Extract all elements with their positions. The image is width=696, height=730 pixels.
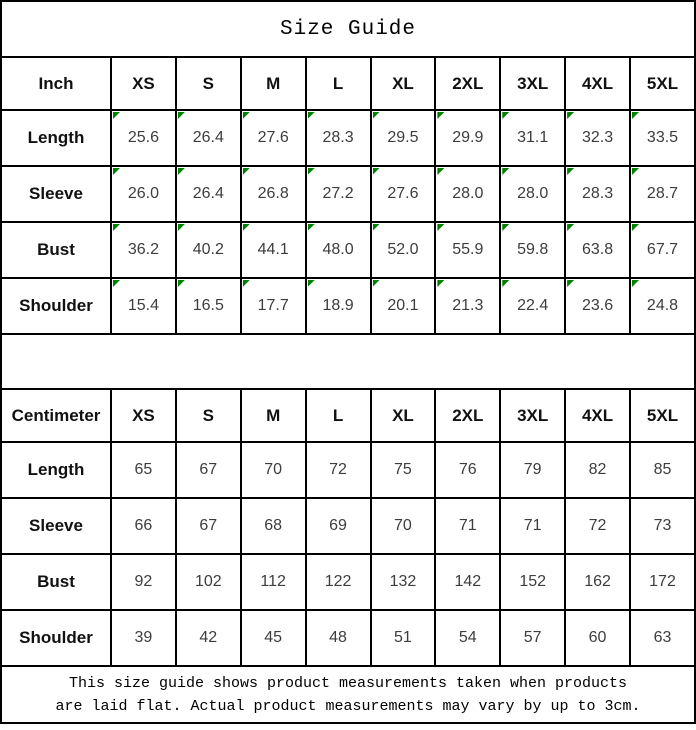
- size-header-cell: XL: [371, 57, 436, 110]
- value-text: 27.6: [257, 129, 289, 146]
- value-cell: [371, 222, 436, 278]
- value-cell: [306, 610, 371, 666]
- value-text: 32.3: [581, 129, 614, 146]
- green-corner-marker-icon: [502, 280, 509, 287]
- size-guide-footnote: [0, 665, 696, 724]
- row-label-cell: Bust: [1, 554, 111, 610]
- value-text: 51: [394, 629, 412, 646]
- value-text: 48.0: [322, 241, 354, 258]
- size-header-cell: 3XL: [500, 57, 565, 110]
- value-cell: [176, 442, 241, 498]
- value-cell: [241, 442, 306, 498]
- value-cell: [306, 278, 371, 334]
- value-text: 31.1: [517, 129, 549, 146]
- value-text: 67: [199, 517, 218, 534]
- value-cell: [306, 442, 371, 498]
- green-corner-marker-icon: [502, 224, 509, 231]
- value-cell: [241, 222, 306, 278]
- size-header-cell: XS: [111, 389, 176, 442]
- green-corner-marker-icon: [567, 224, 574, 231]
- value-text: 39: [134, 629, 153, 646]
- value-cell: [500, 442, 565, 498]
- value-text: 16.5: [192, 297, 224, 314]
- value-text: 57: [523, 629, 542, 646]
- value-cell: [306, 222, 371, 278]
- value-text: 66: [134, 517, 153, 534]
- value-cell: [435, 166, 500, 222]
- value-text: 20.1: [387, 297, 419, 314]
- value-text: 85: [653, 461, 672, 478]
- value-text: 33.5: [646, 129, 679, 146]
- value-cell: [435, 610, 500, 666]
- value-cell: [630, 442, 695, 498]
- value-cell: [176, 110, 241, 166]
- value-cell: [435, 498, 500, 554]
- green-corner-marker-icon: [178, 168, 185, 175]
- green-corner-marker-icon: [437, 224, 444, 231]
- value-cell: [111, 610, 176, 666]
- green-corner-marker-icon: [243, 280, 250, 287]
- value-text: 22.4: [517, 297, 549, 314]
- green-corner-marker-icon: [632, 280, 639, 287]
- value-text: 55.9: [452, 241, 484, 258]
- value-cell: [241, 110, 306, 166]
- value-cell: [565, 222, 630, 278]
- value-text: 75: [394, 461, 412, 478]
- size-header-cell: 2XL: [435, 389, 500, 442]
- size-header-cell: 5XL: [630, 389, 695, 442]
- size-header-cell: XS: [111, 57, 176, 110]
- value-cell: [371, 110, 436, 166]
- green-corner-marker-icon: [502, 168, 509, 175]
- value-cell: [176, 166, 241, 222]
- measurement-row: [1, 610, 695, 666]
- size-header-cell: L: [306, 57, 371, 110]
- value-cell: [111, 222, 176, 278]
- value-text: 142: [454, 573, 482, 590]
- green-corner-marker-icon: [373, 112, 380, 119]
- value-text: 26.0: [127, 185, 159, 202]
- value-cell: [630, 498, 695, 554]
- size-header-cell: XL: [371, 389, 436, 442]
- value-cell: [176, 610, 241, 666]
- value-text: 27.2: [322, 185, 354, 202]
- size-header-cell: M: [241, 57, 306, 110]
- value-cell: [500, 278, 565, 334]
- value-text: 21.3: [452, 297, 484, 314]
- green-corner-marker-icon: [178, 280, 185, 287]
- green-corner-marker-icon: [437, 112, 444, 119]
- value-cell: [500, 110, 565, 166]
- green-corner-marker-icon: [113, 168, 120, 175]
- value-cell: [435, 554, 500, 610]
- value-cell: [176, 222, 241, 278]
- value-text: 152: [519, 573, 547, 590]
- value-cell: [241, 166, 306, 222]
- value-text: 82: [588, 461, 607, 478]
- value-text: 23.6: [581, 297, 614, 314]
- value-text: 69: [329, 517, 347, 534]
- green-corner-marker-icon: [113, 280, 120, 287]
- value-text: 36.2: [127, 241, 159, 258]
- value-text: 70: [394, 517, 412, 534]
- table-spacer-row: [0, 335, 696, 390]
- value-cell: [630, 222, 695, 278]
- value-text: 44.1: [257, 241, 289, 258]
- value-cell: [111, 498, 176, 554]
- row-label-cell: Sleeve: [1, 166, 111, 222]
- measurement-row: [1, 278, 695, 334]
- value-cell: [371, 278, 436, 334]
- green-corner-marker-icon: [632, 168, 639, 175]
- value-text: 72: [588, 517, 607, 534]
- value-text: 68: [264, 517, 283, 534]
- value-cell: [241, 610, 306, 666]
- value-cell: [630, 554, 695, 610]
- value-cell: [500, 222, 565, 278]
- value-cell: [371, 442, 436, 498]
- value-cell: [500, 610, 565, 666]
- value-cell: [565, 278, 630, 334]
- value-cell: [111, 110, 176, 166]
- value-text: 26.4: [192, 129, 224, 146]
- value-text: 79: [523, 461, 542, 478]
- green-corner-marker-icon: [308, 224, 315, 231]
- size-header-cell: S: [176, 57, 241, 110]
- size-header-cell: 2XL: [435, 57, 500, 110]
- value-text: 28.3: [581, 185, 614, 202]
- value-cell: [111, 278, 176, 334]
- green-corner-marker-icon: [502, 112, 509, 119]
- size-header-cell: 4XL: [565, 57, 630, 110]
- value-cell: [241, 498, 306, 554]
- unit-header-cell: Inch: [1, 57, 111, 110]
- value-cell: [565, 166, 630, 222]
- green-corner-marker-icon: [308, 280, 315, 287]
- green-corner-marker-icon: [567, 112, 574, 119]
- value-cell: [435, 278, 500, 334]
- value-cell: [630, 110, 695, 166]
- value-text: 72: [329, 461, 347, 478]
- green-corner-marker-icon: [632, 224, 639, 231]
- value-text: 29.5: [387, 129, 419, 146]
- value-text: 27.6: [387, 185, 419, 202]
- row-label-cell: Length: [1, 110, 111, 166]
- green-corner-marker-icon: [437, 168, 444, 175]
- value-text: 162: [584, 573, 611, 590]
- green-corner-marker-icon: [243, 112, 250, 119]
- value-text: 40.2: [192, 241, 224, 258]
- value-text: 73: [653, 517, 672, 534]
- value-cell: [630, 610, 695, 666]
- value-text: 63.8: [581, 241, 614, 258]
- value-text: 71: [523, 517, 542, 534]
- value-cell: [306, 110, 371, 166]
- value-cell: [241, 554, 306, 610]
- measurement-row: [1, 166, 695, 222]
- size-header-cell: 3XL: [500, 389, 565, 442]
- value-cell: [565, 442, 630, 498]
- size-header-cell: 4XL: [565, 389, 630, 442]
- row-label-cell: Sleeve: [1, 498, 111, 554]
- green-corner-marker-icon: [178, 224, 185, 231]
- value-cell: [371, 554, 436, 610]
- green-corner-marker-icon: [113, 112, 120, 119]
- green-corner-marker-icon: [373, 168, 380, 175]
- value-text: 60: [588, 629, 607, 646]
- value-text: 48: [329, 629, 347, 646]
- value-text: 28.3: [322, 129, 354, 146]
- green-corner-marker-icon: [567, 280, 574, 287]
- value-text: 102: [194, 573, 222, 590]
- value-cell: [176, 554, 241, 610]
- value-text: 76: [458, 461, 477, 478]
- measurement-row: [1, 110, 695, 166]
- size-header-row: [1, 57, 695, 110]
- value-text: 59.8: [517, 241, 549, 258]
- value-text: 67.7: [646, 241, 679, 258]
- value-cell: [435, 110, 500, 166]
- value-cell: [111, 554, 176, 610]
- value-cell: [565, 498, 630, 554]
- value-text: 17.7: [257, 297, 289, 314]
- unit-header-cell: Centimeter: [1, 389, 111, 442]
- value-text: 112: [260, 573, 286, 590]
- value-cell: [630, 166, 695, 222]
- row-label-cell: Bust: [1, 222, 111, 278]
- green-corner-marker-icon: [437, 280, 444, 287]
- value-text: 25.6: [127, 129, 159, 146]
- measurement-row: [1, 222, 695, 278]
- green-corner-marker-icon: [113, 224, 120, 231]
- value-text: 54: [458, 629, 477, 646]
- value-cell: [500, 498, 565, 554]
- green-corner-marker-icon: [373, 224, 380, 231]
- value-text: 15.4: [127, 297, 159, 314]
- row-label-cell: Length: [1, 442, 111, 498]
- row-label-cell: Shoulder: [1, 610, 111, 666]
- measurement-row: [1, 442, 695, 498]
- value-text: 172: [649, 573, 676, 590]
- value-cell: [565, 554, 630, 610]
- value-cell: [500, 554, 565, 610]
- value-text: 132: [389, 573, 417, 590]
- value-text: 63: [653, 629, 672, 646]
- value-text: 67: [199, 461, 218, 478]
- green-corner-marker-icon: [567, 168, 574, 175]
- row-label-cell: Shoulder: [1, 278, 111, 334]
- green-corner-marker-icon: [178, 112, 185, 119]
- size-header-cell: M: [241, 389, 306, 442]
- value-text: 26.4: [192, 185, 224, 202]
- green-corner-marker-icon: [373, 280, 380, 287]
- value-cell: [371, 166, 436, 222]
- size-header-row: [1, 389, 695, 442]
- value-cell: [435, 442, 500, 498]
- centimeter-size-table: [0, 388, 696, 667]
- value-text: 52.0: [387, 241, 419, 258]
- value-text: 24.8: [646, 297, 679, 314]
- value-cell: [565, 610, 630, 666]
- value-text: 28.7: [646, 185, 679, 202]
- measurement-row: [1, 554, 695, 610]
- value-cell: [435, 222, 500, 278]
- value-text: 28.0: [517, 185, 549, 202]
- value-cell: [111, 166, 176, 222]
- value-text: 29.9: [452, 129, 484, 146]
- value-cell: [371, 498, 436, 554]
- green-corner-marker-icon: [308, 168, 315, 175]
- value-cell: [371, 610, 436, 666]
- value-cell: [241, 278, 306, 334]
- value-cell: [565, 110, 630, 166]
- value-text: 26.8: [257, 185, 289, 202]
- measurement-row: [1, 498, 695, 554]
- value-cell: [176, 278, 241, 334]
- value-cell: [500, 166, 565, 222]
- value-text: 18.9: [322, 297, 354, 314]
- value-text: 65: [134, 461, 153, 478]
- value-text: 42: [199, 629, 218, 646]
- value-text: 71: [458, 517, 477, 534]
- green-corner-marker-icon: [308, 112, 315, 119]
- footnote-line-2: are laid flat. Actual product measurements may vary by up to 3cm.: [55, 697, 641, 715]
- value-cell: [176, 498, 241, 554]
- value-text: 45: [264, 629, 283, 646]
- size-header-cell: 5XL: [630, 57, 695, 110]
- size-guide-title-box: [0, 0, 696, 58]
- value-cell: [306, 166, 371, 222]
- value-cell: [306, 554, 371, 610]
- page-title: Size Guide: [279, 17, 417, 41]
- value-text: 92: [134, 573, 153, 590]
- value-text: 70: [264, 461, 283, 478]
- green-corner-marker-icon: [243, 224, 250, 231]
- size-header-cell: L: [306, 389, 371, 442]
- value-cell: [111, 442, 176, 498]
- footnote-line-1: This size guide shows product measurements taken when products: [68, 674, 628, 692]
- size-header-cell: S: [176, 389, 241, 442]
- inch-size-table: [0, 56, 696, 335]
- value-text: 122: [324, 573, 352, 590]
- value-text: 28.0: [452, 185, 484, 202]
- value-cell: [630, 278, 695, 334]
- value-cell: [306, 498, 371, 554]
- green-corner-marker-icon: [632, 112, 639, 119]
- green-corner-marker-icon: [243, 168, 250, 175]
